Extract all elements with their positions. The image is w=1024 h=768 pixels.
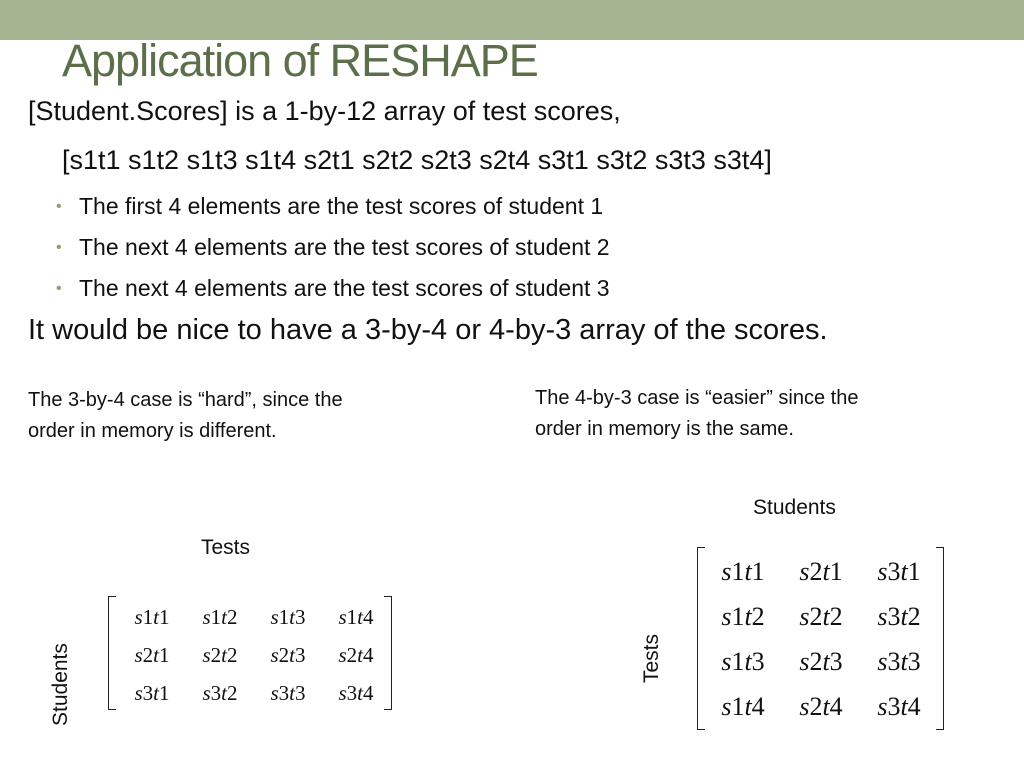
matrix-symbol: t bbox=[900, 601, 908, 631]
matrix-index: 4 bbox=[363, 642, 374, 667]
bullet-list bbox=[56, 190, 610, 313]
matrix-symbol: s bbox=[134, 642, 143, 667]
matrix-index: 1 bbox=[346, 604, 358, 629]
matrix-symbol: s bbox=[202, 604, 211, 629]
matrix-symbol: t bbox=[822, 601, 830, 631]
matrix-index: 2 bbox=[907, 601, 921, 631]
left-bracket-icon bbox=[108, 596, 116, 710]
matrix-index: 2 bbox=[142, 642, 154, 667]
matrix-cell bbox=[704, 684, 782, 729]
left-matrix-row-label: Students bbox=[49, 643, 72, 726]
matrix-table bbox=[704, 549, 938, 729]
matrix-symbol: s bbox=[270, 642, 279, 667]
matrix-symbol: s bbox=[877, 556, 888, 586]
matrix-symbol: t bbox=[153, 680, 160, 705]
matrix-cell bbox=[860, 594, 938, 639]
matrix-index: 3 bbox=[278, 680, 290, 705]
right-note-line1: The 4-by-3 case is “easier” since the bbox=[535, 387, 859, 409]
bullet-dot-icon: • bbox=[56, 239, 62, 256]
matrix-cell bbox=[186, 674, 254, 712]
matrix-symbol: s bbox=[799, 691, 810, 721]
left-case-note bbox=[28, 385, 458, 447]
intro-text: [Student.Scores] is a 1-by-12 array of test scores, bbox=[28, 96, 621, 126]
matrix-index: 2 bbox=[809, 601, 823, 631]
matrix-cell bbox=[860, 549, 938, 594]
matrix-index: 1 bbox=[731, 556, 745, 586]
matrix-index: 3 bbox=[887, 646, 901, 676]
matrix-symbol: s bbox=[721, 691, 732, 721]
left-note-line1: The 3-by-4 case is “hard”, since the bbox=[28, 389, 343, 411]
matrix-symbol: t bbox=[357, 642, 364, 667]
matrix-symbol: s bbox=[270, 680, 279, 705]
matrix-index: 1 bbox=[751, 556, 765, 586]
right-matrix-4x3 bbox=[697, 547, 944, 730]
matrix-symbol: s bbox=[799, 556, 810, 586]
matrix-symbol: t bbox=[357, 680, 364, 705]
matrix-symbol: t bbox=[153, 604, 160, 629]
matrix-index: 2 bbox=[278, 642, 290, 667]
matrix-row bbox=[118, 674, 390, 712]
bullet-dot-icon: • bbox=[56, 198, 62, 215]
matrix-index: 4 bbox=[829, 691, 843, 721]
matrix-symbol: t bbox=[900, 691, 908, 721]
matrix-cell bbox=[860, 684, 938, 729]
matrix-index: 4 bbox=[751, 691, 765, 721]
matrix-symbol: t bbox=[221, 604, 228, 629]
matrix-symbol: s bbox=[338, 642, 347, 667]
matrix-index: 2 bbox=[809, 646, 823, 676]
matrix-index: 1 bbox=[159, 604, 170, 629]
matrix-row bbox=[118, 636, 390, 674]
matrix-symbol: s bbox=[721, 601, 732, 631]
matrix-index: 2 bbox=[227, 604, 238, 629]
matrix-cell bbox=[322, 674, 390, 712]
matrix-cell bbox=[704, 594, 782, 639]
matrix-index: 3 bbox=[295, 604, 306, 629]
matrix-symbol: s bbox=[877, 601, 888, 631]
matrix-symbol: s bbox=[877, 691, 888, 721]
matrix-cell bbox=[186, 636, 254, 674]
matrix-cell bbox=[782, 684, 860, 729]
matrix-index: 4 bbox=[907, 691, 921, 721]
matrix-index: 3 bbox=[142, 680, 154, 705]
right-matrix-column-label: Students bbox=[753, 496, 836, 519]
matrix-symbol: s bbox=[202, 642, 211, 667]
matrix-cell bbox=[860, 639, 938, 684]
matrix-index: 1 bbox=[907, 556, 921, 586]
matrix-symbol: s bbox=[134, 604, 143, 629]
matrix-index: 2 bbox=[829, 601, 843, 631]
matrix-row bbox=[704, 549, 938, 594]
bullet-item bbox=[56, 190, 610, 231]
matrix-cell bbox=[322, 598, 390, 636]
bullet-item bbox=[56, 272, 610, 313]
matrix-symbol: t bbox=[900, 646, 908, 676]
matrix-index: 1 bbox=[731, 691, 745, 721]
matrix-index: 2 bbox=[227, 680, 238, 705]
matrix-cell bbox=[254, 598, 322, 636]
matrix-symbol: s bbox=[202, 680, 211, 705]
bullet-item bbox=[56, 231, 610, 272]
matrix-index: 3 bbox=[295, 680, 306, 705]
matrix-symbol: s bbox=[877, 646, 888, 676]
matrix-index: 3 bbox=[829, 646, 843, 676]
matrix-index: 3 bbox=[295, 642, 306, 667]
matrix-cell bbox=[118, 674, 186, 712]
matrix-symbol: t bbox=[744, 646, 752, 676]
matrix-index: 1 bbox=[829, 556, 843, 586]
matrix-cell bbox=[254, 674, 322, 712]
matrix-cell bbox=[782, 549, 860, 594]
matrix-symbol: t bbox=[822, 691, 830, 721]
matrix-symbol: t bbox=[822, 646, 830, 676]
matrix-symbol: t bbox=[153, 642, 160, 667]
matrix-symbol: t bbox=[221, 680, 228, 705]
matrix-index: 1 bbox=[142, 604, 154, 629]
matrix-table bbox=[118, 598, 390, 712]
left-matrix-column-label: Tests bbox=[201, 536, 251, 559]
matrix-symbol: t bbox=[289, 680, 296, 705]
matrix-symbol: t bbox=[744, 556, 752, 586]
matrix-index: 2 bbox=[809, 556, 823, 586]
bullet-text: The next 4 elements are the test scores of student 3 bbox=[79, 275, 610, 301]
matrix-index: 3 bbox=[887, 601, 901, 631]
matrix-index: 1 bbox=[278, 604, 290, 629]
bullet-text: The next 4 elements are the test scores of student 2 bbox=[79, 234, 610, 260]
matrix-index: 3 bbox=[751, 646, 765, 676]
matrix-cell bbox=[704, 639, 782, 684]
scores-array-text: [s1t1 s1t2 s1t3 s1t4 s2t1 s2t2 s2t3 s2t4 s3t1 s3t2 s3t3 s3t4] bbox=[62, 145, 772, 175]
bullet-text: The first 4 elements are the test scores of student 1 bbox=[79, 193, 604, 219]
right-case-note bbox=[535, 383, 965, 445]
matrix-index: 3 bbox=[887, 556, 901, 586]
matrix-index: 1 bbox=[210, 604, 222, 629]
matrix-cell bbox=[186, 598, 254, 636]
matrix-cell bbox=[254, 636, 322, 674]
matrix-index: 3 bbox=[887, 691, 901, 721]
matrix-cell bbox=[118, 598, 186, 636]
matrix-symbol: t bbox=[822, 556, 830, 586]
matrix-index: 2 bbox=[346, 642, 358, 667]
matrix-index: 2 bbox=[751, 601, 765, 631]
matrix-symbol: s bbox=[134, 680, 143, 705]
matrix-symbol: s bbox=[721, 556, 732, 586]
left-note-line2: order in memory is different. bbox=[28, 420, 277, 442]
matrix-index: 4 bbox=[363, 680, 374, 705]
matrix-symbol: t bbox=[744, 691, 752, 721]
matrix-symbol: s bbox=[799, 646, 810, 676]
matrix-symbol: t bbox=[289, 642, 296, 667]
matrix-symbol: t bbox=[900, 556, 908, 586]
matrix-cell bbox=[704, 549, 782, 594]
matrix-row bbox=[704, 684, 938, 729]
matrix-symbol: s bbox=[338, 604, 347, 629]
matrix-index: 3 bbox=[346, 680, 358, 705]
matrix-index: 1 bbox=[731, 601, 745, 631]
matrix-cell bbox=[118, 636, 186, 674]
left-matrix-3x4 bbox=[108, 596, 392, 710]
matrix-symbol: t bbox=[221, 642, 228, 667]
matrix-index: 1 bbox=[731, 646, 745, 676]
matrix-symbol: s bbox=[799, 601, 810, 631]
matrix-index: 4 bbox=[363, 604, 374, 629]
matrix-row bbox=[118, 598, 390, 636]
bullet-dot-icon: • bbox=[56, 280, 62, 297]
matrix-symbol: s bbox=[721, 646, 732, 676]
matrix-index: 2 bbox=[809, 691, 823, 721]
right-matrix-row-label: Tests bbox=[640, 633, 663, 683]
matrix-symbol: t bbox=[744, 601, 752, 631]
matrix-symbol: s bbox=[338, 680, 347, 705]
slide-title: Application of RESHAPE bbox=[62, 35, 538, 86]
matrix-index: 3 bbox=[907, 646, 921, 676]
matrix-cell bbox=[322, 636, 390, 674]
matrix-index: 2 bbox=[210, 642, 222, 667]
conclusion-text: It would be nice to have a 3-by-4 or 4-by-3 array of the scores. bbox=[28, 314, 828, 346]
matrix-symbol: t bbox=[289, 604, 296, 629]
matrix-row bbox=[704, 594, 938, 639]
matrix-symbol: s bbox=[270, 604, 279, 629]
matrix-symbol: t bbox=[357, 604, 364, 629]
matrix-index: 1 bbox=[159, 680, 170, 705]
matrix-index: 3 bbox=[210, 680, 222, 705]
matrix-row bbox=[704, 639, 938, 684]
matrix-cell bbox=[782, 594, 860, 639]
matrix-index: 2 bbox=[227, 642, 238, 667]
matrix-index: 1 bbox=[159, 642, 170, 667]
right-note-line2: order in memory is the same. bbox=[535, 418, 794, 440]
matrix-cell bbox=[782, 639, 860, 684]
